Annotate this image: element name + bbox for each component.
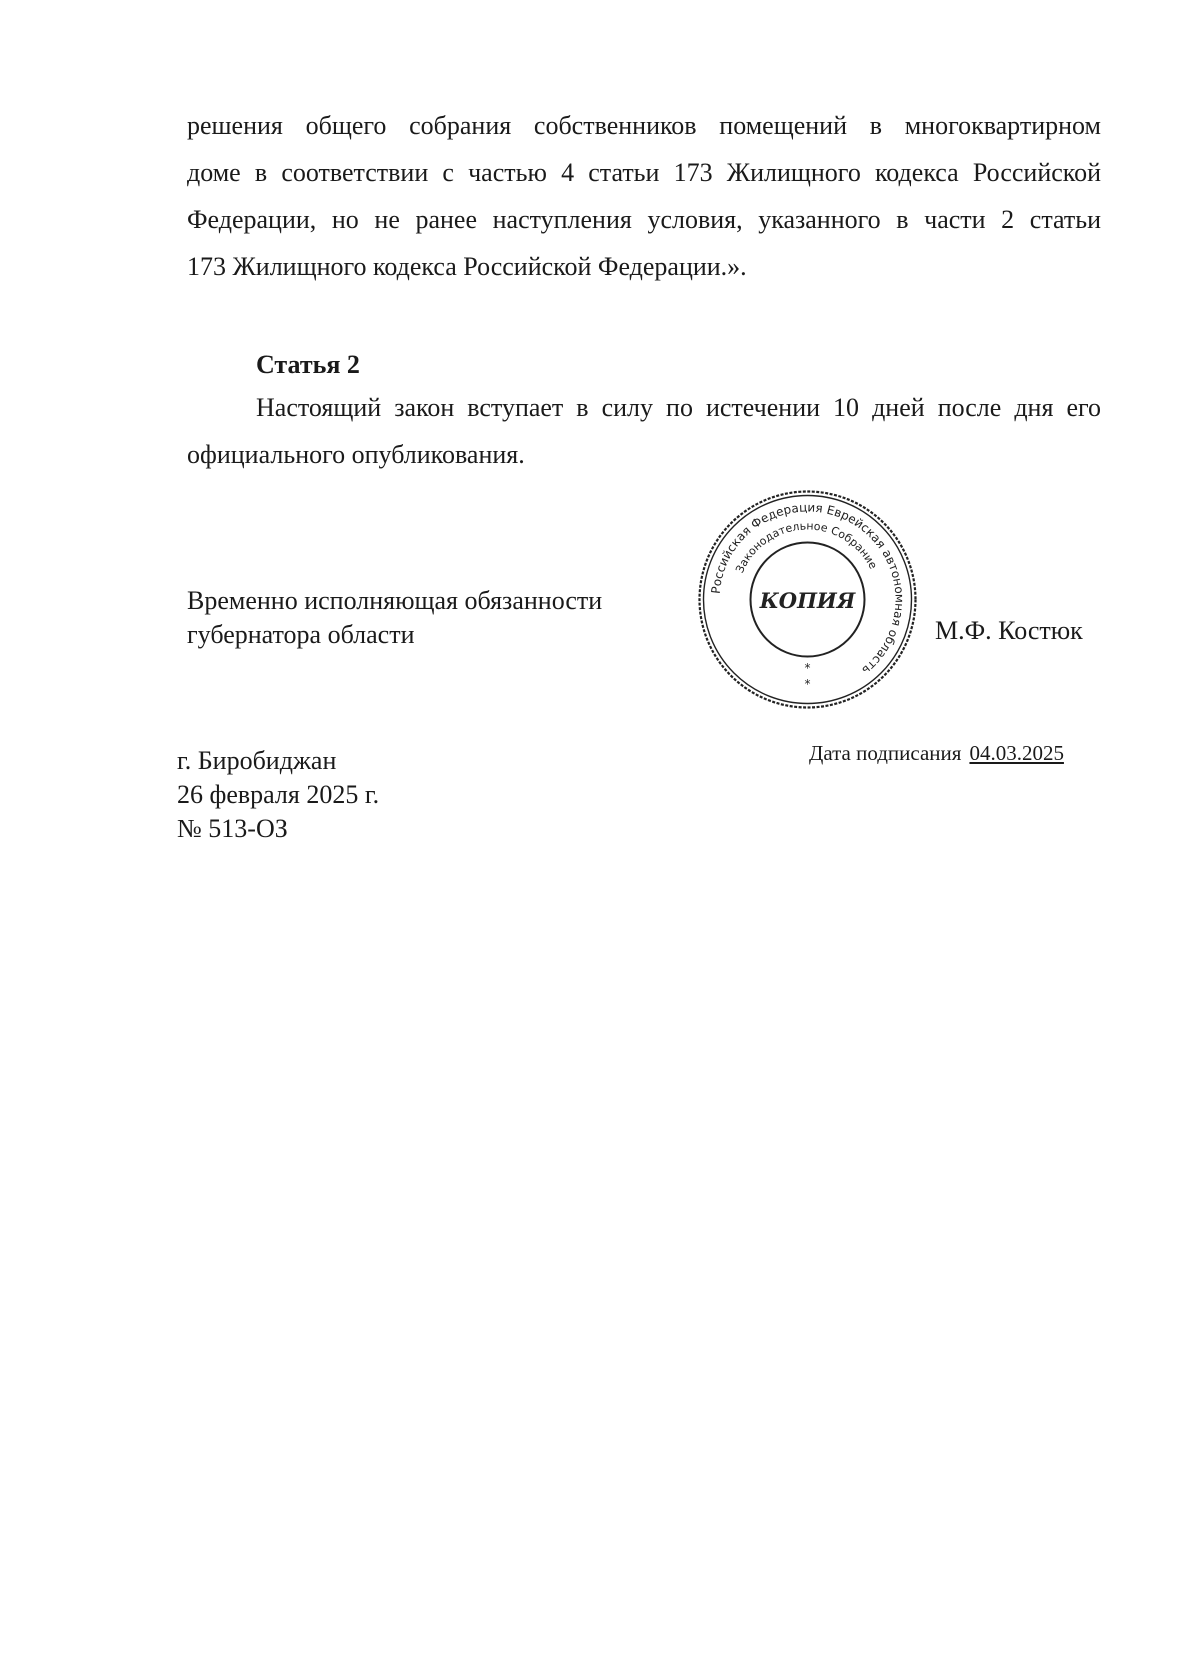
law-number: № 513-ОЗ: [177, 814, 288, 843]
signing-date-label: Дата подписания: [809, 741, 962, 765]
text-line: Федерации, но не ранее наступления условия, указанного в части 2 статьи: [187, 205, 1101, 234]
article-heading: Статья 2: [256, 350, 360, 379]
official-seal: [696, 488, 919, 711]
star-icon: *: [804, 677, 811, 691]
position-line: губернатора области: [187, 620, 415, 649]
position-line: Временно исполняющая обязанности: [187, 586, 603, 615]
place-date-number: [177, 744, 379, 846]
paragraph-continuation: [187, 102, 1101, 290]
seal-inner-text: Законодательное Собрание: [733, 519, 880, 575]
text-line: Настоящий закон вступает в силу по истечении 10 дней после дня его: [256, 393, 1101, 422]
law-date: 26 февраля 2025 г.: [177, 780, 380, 809]
signing-date: [809, 741, 1064, 766]
article-body: [187, 384, 1101, 478]
star-icon: *: [804, 661, 811, 675]
text-line: официального опубликования.: [187, 440, 525, 469]
text-line: 173 Жилищного кодекса Российской Федерации.».: [187, 252, 747, 281]
signer-position: [187, 584, 602, 652]
city: г. Биробиджан: [177, 746, 337, 775]
text-line: решения общего собрания собственников помещений в многоквартирном: [187, 111, 1101, 140]
signer-name: М.Ф. Костюк: [935, 616, 1083, 645]
signing-date-value: 04.03.2025: [969, 741, 1064, 765]
seal-outer-text: Российская Федерация Еврейская автономная область: [708, 500, 907, 678]
text-line: доме в соответствии с частью 4 статьи 173 Жилищного кодекса Российской: [187, 158, 1101, 187]
seal-center-text: КОПИЯ: [759, 588, 856, 613]
